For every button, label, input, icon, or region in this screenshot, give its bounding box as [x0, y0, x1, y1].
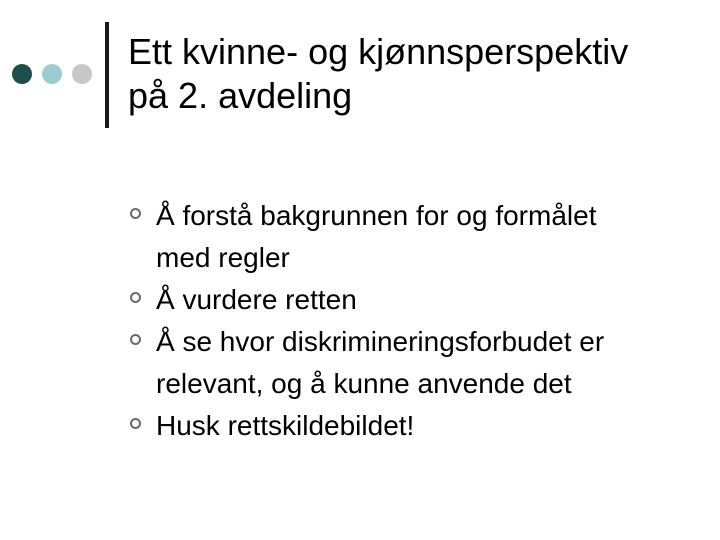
bullet-item [130, 279, 700, 321]
bullet-circle-icon [130, 208, 141, 219]
bullet-text-line: Å se hvor diskrimineringsforbudet er [156, 326, 605, 357]
slide-title [128, 30, 708, 118]
bullet-text-line: Å vurdere retten [156, 284, 357, 315]
decorative-dot-teal [42, 64, 62, 84]
decorative-dot-dark [12, 64, 32, 84]
bullet-text-line: Husk rettskildebildet! [156, 410, 415, 441]
bullet-circle-icon [130, 334, 141, 345]
slide-title-line-2: på 2. avdeling [128, 75, 353, 116]
bullet-text-line: relevant, og å kunne anvende det [156, 368, 572, 399]
bullet-item [130, 405, 700, 447]
bullet-list [130, 195, 700, 447]
bullet-circle-icon [130, 418, 141, 429]
bullet-text-line: Å forstå bakgrunnen for og formålet [156, 200, 597, 231]
bullet-item [130, 195, 700, 279]
bullet-item [130, 321, 700, 405]
bullet-circle-icon [130, 292, 141, 303]
bullet-text-line: med regler [156, 242, 290, 273]
slide-title-line-1: Ett kvinne- og kjønnsperspektiv [128, 31, 629, 72]
title-divider-line [105, 22, 109, 128]
decorative-dot-gray [72, 64, 92, 84]
